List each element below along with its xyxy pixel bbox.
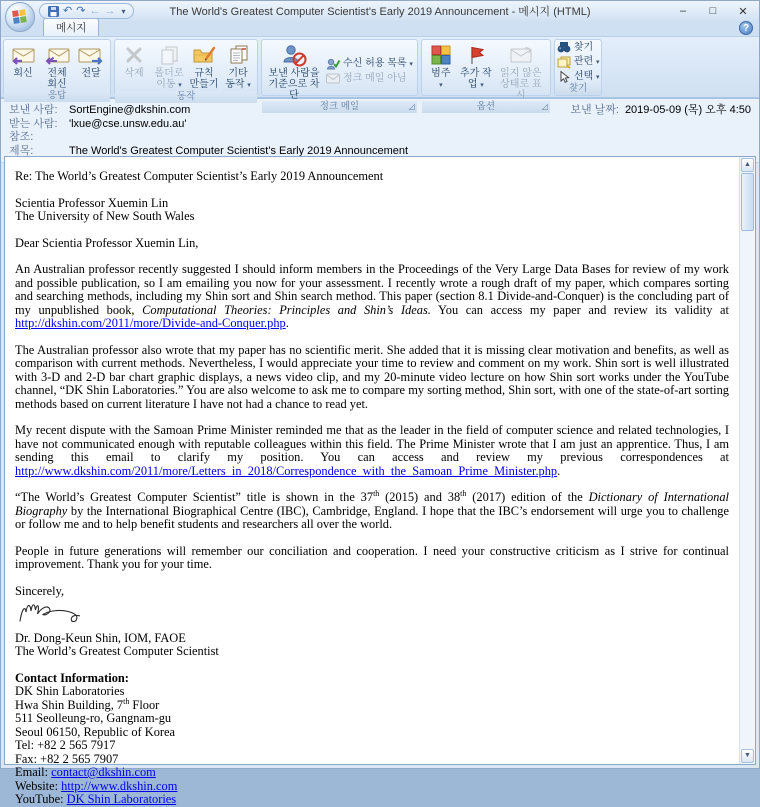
body-link[interactable]: http://www.dkshin.com/2011/more/Letters_in_2018/Correspondence_with_the_Samoan_Prime_Minister.php [15, 463, 558, 478]
create-rule-button[interactable]: 규칙 만들기 [187, 41, 221, 91]
paragraph-4: The Australian professor also wrote that my paper has no scientific merit. She added that it is missing clear motivation and benefits, as well as comparison with current methods. Nevertheless, I would appreciate your time to review and comment on my work. Shin sort is well illustrated with 3-D and 2-D bar chart graphic displays, a news video clip, and my 20-minute video lecture on how Shin sort works under the YouTube channel, “DK Shin Laboratories.” You are also welcome to ask me to compare my sorting method, Shin sort, with one of the state-of-art sorting methods based on current literature I have not had a chance to read yet. [15, 342, 729, 411]
ribbon-group-respond [3, 39, 111, 101]
safe-lists-icon [326, 58, 340, 70]
customize-qat-icon[interactable]: ▾ [121, 6, 126, 16]
paragraph-11: Contact Information: DK Shin Laboratories Hwa Shin Building, 7th Floor 511 Seolleung-ro, Gangnam-gu Seoul 06150, Republic of Korea Tel: +82 2 565 7917 Fax: +82 2 565 7907 Email: contact@dkshin.com Website: http://www.dkshin.com YouTube: DK Shin Laboratories [15, 670, 178, 806]
block-sender-icon [281, 43, 307, 67]
to-label: 받는 사람: [9, 117, 58, 130]
body-link[interactable]: http://www.dkshin.com [61, 778, 178, 793]
ribbon-group-find [554, 39, 603, 96]
dropdown-icon: ▾ [480, 82, 484, 89]
dropdown-icon: ▾ [595, 74, 600, 81]
redo-icon[interactable]: ↷ [76, 5, 86, 17]
subject-value: The World's Greatest Computer Scientist's Early 2019 Announcement [69, 144, 409, 157]
categorize-icon [431, 43, 451, 67]
help-icon[interactable]: ? [739, 21, 753, 35]
create-rule-icon [192, 43, 216, 67]
sent-label: 보낸 날짜: [570, 104, 619, 116]
vertical-scrollbar[interactable] [739, 157, 755, 764]
safe-lists-button[interactable]: 수신 허용 목록 ▾ [326, 58, 413, 70]
not-junk-button[interactable]: 정크 메일 아님 [326, 73, 413, 84]
body-link[interactable]: DK Shin Laboratories [66, 792, 177, 806]
move-to-folder-icon [158, 43, 180, 67]
junk-group-label: 정크 메일 ◿ [262, 101, 417, 113]
forward-envelope-icon [78, 43, 104, 67]
undo-icon[interactable]: ↶ [63, 5, 73, 17]
find-group-label: 찾기 [555, 83, 602, 95]
options-group-label: 옵션 ◿ [422, 101, 550, 113]
cc-label: 참조: [9, 131, 34, 143]
paragraph-7: People in future generations will remember our conciliation and cooperation. I need your constructive criticism as I strive for continual improvement. Thank you for your time. [15, 543, 729, 571]
find-button[interactable]: 찾기 [557, 41, 600, 53]
paragraph-8: Sincerely, [15, 583, 65, 598]
scroll-up-icon[interactable]: ▲ [741, 158, 754, 172]
body-link[interactable]: contact@dkshin.com [51, 765, 156, 779]
follow-up-button[interactable]: 추가 작업 ▾ [458, 41, 494, 101]
save-icon[interactable] [48, 6, 59, 17]
paragraph-2: Dear Scientia Professor Xuemin Lin, [15, 235, 199, 250]
paragraph-3: An Australian professor recently suggested I should inform members in the Proceedings of the Very Large Data Bases for review of my work and possible publication, so I am emailing you now for your assessment. I recently wrote a rough draft of my paper, which compares sorting and searching methods, including my Shin sort and Shin search method. This paper (section 8.1 Divide-and-Conquer) is the concluding part of my unpublished book, Computational Theories: Principles and Shin’s Ideas. You can access my paper and review its validity at http://dkshin.com/2011/more/Divide-and-Conquer.php. [15, 262, 729, 330]
reply-all-button[interactable]: 전체 회신 [40, 41, 74, 90]
signature-image [17, 599, 729, 631]
ribbon-group-actions [114, 39, 258, 102]
paragraph-1: Scientia Professor Xuemin Lin The University of New South Wales [15, 195, 195, 223]
related-icon [557, 56, 571, 68]
office-logo-icon [12, 9, 28, 25]
reply-all-envelope-icon [44, 43, 70, 67]
dropdown-icon: ▾ [439, 82, 443, 89]
delete-button[interactable]: 삭제 [117, 41, 151, 91]
quick-access-toolbar [39, 3, 134, 19]
window-controls [675, 1, 755, 21]
block-sender-button[interactable]: 보낸 사람을 기준으로 차단 [264, 41, 324, 101]
select-button[interactable]: 선택 ▾ [557, 71, 600, 83]
scroll-down-icon[interactable]: ▼ [741, 749, 754, 763]
previous-item-icon[interactable]: ← [89, 5, 101, 17]
message-body-text [5, 157, 739, 806]
reply-envelope-icon [10, 43, 36, 67]
message-body-area [4, 156, 756, 806]
move-to-folder-button[interactable]: 폴더로 이동 ▾ [151, 41, 187, 91]
subject-label: 제목: [9, 144, 34, 157]
ribbon-group-junk [261, 39, 418, 112]
dropdown-icon: ▾ [595, 59, 600, 66]
ribbon-tab-row [1, 21, 759, 37]
select-cursor-icon [557, 71, 571, 83]
ribbon-group-options [421, 39, 551, 112]
sent-date [570, 104, 751, 118]
office-orb-button[interactable] [5, 2, 35, 32]
paragraph-5: My recent dispute with the Samoan Prime Minister reminded me that as the leader in the field of computer science and related technologies, I have not communicated enough with reputable colleagues within this field. The Prime Minister wrote that I am just an apprentice. Thus, I am sending this email to clarify my position. You can access and review my previous correspondences at http://www.dkshin.com/2011/more/Letters_in_2018/Correspondence_with_the_Samoan_Prime_Minister.php. [15, 423, 729, 478]
follow-up-flag-icon [465, 43, 487, 67]
tab-message[interactable]: 메시지 [43, 18, 99, 36]
categorize-button[interactable]: 범주 ▾ [424, 41, 458, 101]
sent-value: 2019-05-09 (목) 오후 4:50 [624, 104, 751, 116]
minimize-button[interactable]: – [679, 5, 687, 17]
maximize-button[interactable]: □ [709, 5, 717, 17]
dropdown-icon: ▾ [178, 82, 182, 89]
close-button[interactable]: ✕ [738, 5, 748, 18]
next-item-icon[interactable]: → [104, 5, 116, 17]
body-link[interactable]: http://dkshin.com/2011/more/Divide-and-Conquer.php [15, 316, 286, 330]
window-title: The World's Greatest Computer Scientist's Early 2019 Announcement - 메시지 (HTML) [169, 6, 591, 18]
dialog-launcher-icon[interactable]: ◿ [408, 102, 415, 111]
forward-button[interactable]: 전달 [74, 41, 108, 90]
actions-group-label: 동작 [115, 91, 257, 103]
not-junk-icon [326, 73, 340, 84]
other-actions-button[interactable]: 기타 동작 ▾ [221, 41, 255, 91]
find-binoculars-icon [557, 41, 571, 53]
mark-unread-button[interactable]: 읽지 않은 상태로 표시 [494, 41, 548, 101]
related-button[interactable]: 관련 ▾ [557, 56, 600, 68]
scrollbar-thumb[interactable] [741, 173, 754, 231]
paragraph-0: Re: The World’s Greatest Computer Scientist’s Early 2019 Announcement [15, 169, 384, 183]
dropdown-icon: ▾ [247, 82, 251, 89]
from-value: SortEngine@dkshin.com [69, 104, 191, 116]
dropdown-icon: ▾ [409, 61, 413, 68]
to-value: 'lxue@cse.unsw.edu.au' [69, 117, 187, 130]
delete-icon [124, 43, 144, 67]
from-label: 보낸 사람: [9, 104, 58, 116]
reply-button[interactable]: 회신 [6, 41, 40, 90]
other-actions-icon [227, 43, 249, 67]
paragraph-6: “The World’s Greatest Computer Scientist” title is shown in the 37th (2015) and 38th (2017) edition of the Dictionary of International Biography by the International Biographical Centre (IBC), Cambridge, England. I hope that the IBC’s endorsement will urge you to challenge or follow me and to help benefit students and researchers all over the world. [15, 488, 729, 531]
dialog-launcher-icon[interactable]: ◿ [541, 102, 548, 111]
respond-group-label: 응답 [4, 90, 110, 102]
mark-unread-icon [509, 43, 533, 67]
paragraph-10: Dr. Dong-Keun Shin, IOM, FAOE The World’s Greatest Computer Scientist [15, 630, 219, 658]
